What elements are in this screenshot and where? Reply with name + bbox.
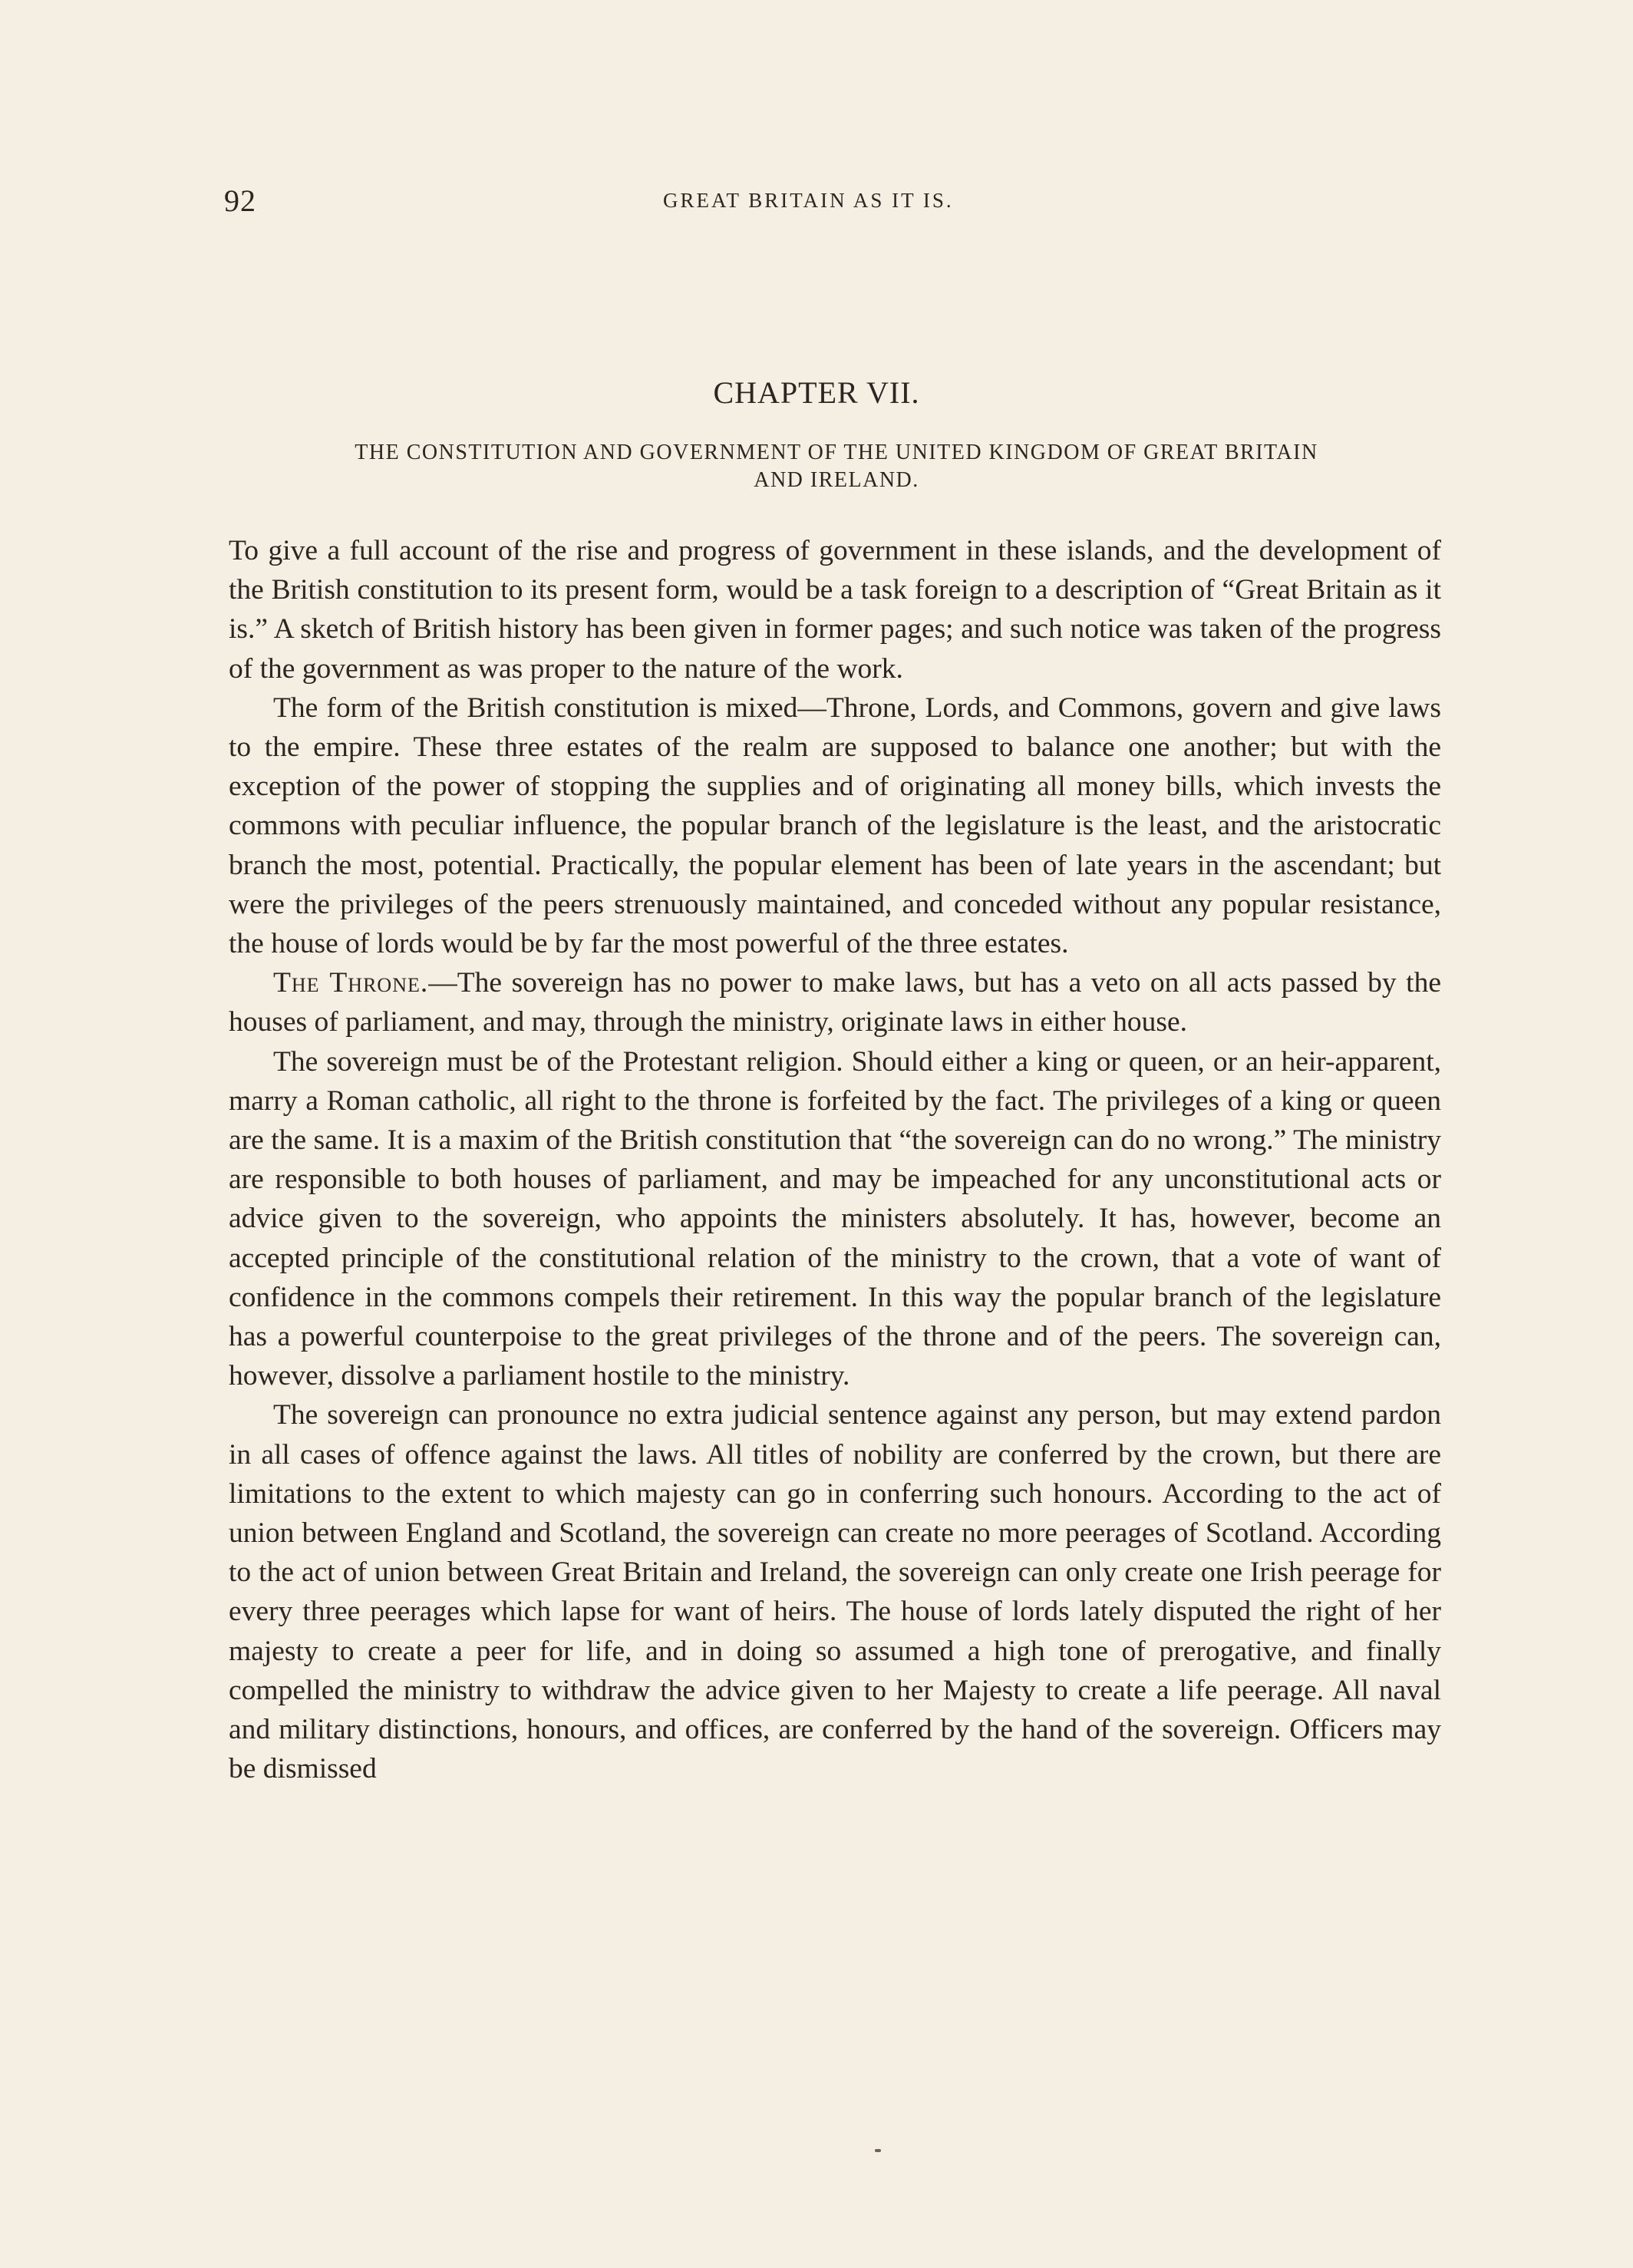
running-head	[224, 183, 1452, 221]
page-number: 92	[224, 183, 256, 218]
chapter-subtitle-line-1: THE CONSTITUTION AND GOVERNMENT OF THE UNITED KINGDOM OF GREAT BRITAIN	[355, 441, 1318, 464]
running-title: GREAT BRITAIN AS IT IS.	[663, 189, 954, 212]
printer-mark	[875, 2149, 881, 2152]
section-heading-the-throne: The Throne.	[273, 967, 429, 999]
paragraph-intro: To give a full account of the rise and progress of government in these islands, and the development of the British constitution to its present form, would be a task foreign to a description of “Great Britain as it is.” A sketch of British history has been given in former pages; and such notice was taken of the progress of the government as was proper to the nature of the work.	[229, 535, 1441, 685]
paragraph-the-throne	[229, 963, 1441, 1042]
paragraph-sovereign-powers: The sovereign can pronounce no extra judicial sentence against any person, but may extend pardon in all cases of offence against the laws. All titles of nobility are conferred by the crown, but there are limitations to the extent to which majesty can go in conferring such honours. According to the act of union between England and Scotland, the sovereign can create no more peerages of Scotland. According to the act of union between Great Britain and Ireland, the sovereign can only create one Irish peerage for every three peerages which lapse for want of heirs. The house of lords lately disputed the right of her majesty to create a peer for life, and in doing so assumed a high tone of prerogative, and finally compelled the ministry to withdraw the advice given to her Majesty to create a life peerage. All naval and military distinctions, honours, and offices, are conferred by the hand of the sovereign. Officers may be dismissed	[229, 1399, 1441, 1785]
body-text	[229, 531, 1441, 1789]
chapter-title: CHAPTER VII.	[713, 375, 920, 410]
chapter-subtitle-line-2: AND IRELAND.	[754, 468, 919, 492]
paragraph-sovereign-religion: The sovereign must be of the Protestant religion. Should either a king or queen, or an heir-apparent, marry a Roman catholic, all right to the throne is forfeited by the fact. The privileges of a king or queen are the same. It is a maxim of the British constitution that “the sovereign can do no wrong.” The ministry are responsible to both houses of parliament, and may be impeached for any unconstitutional acts or advice given to the sovereign, who appoints the ministers absolutely. It has, however, become an accepted principle of the constitutional relation of the ministry to the crown, that a vote of want of confidence in the commons compels their retirement. In this way the popular branch of the legislature has a powerful counterpoise to the great privileges of the throne and of the peers. The sovereign can, however, dissolve a parliament hostile to the ministry.	[229, 1045, 1441, 1392]
paragraph-constitution-form: The form of the British constitution is mixed—Throne, Lords, and Commons, govern and give laws to the empire. These three estates of the realm are supposed to balance one another; but with the exception of the power of stopping the supplies and of originating all money bills, which invests the commons with peculiar influence, the popular branch of the legislature is the least, and the aristocratic branch the most, potential. Practically, the popular element has been of late years in the ascendant; but were the privileges of the peers strenuously maintained, and conceded without any popular resistance, the house of lords would be by far the most powerful of the three estates.	[229, 692, 1441, 960]
paragraph-the-throne-text: —The sovereign has no power to make laws, but has a veto on all acts passed by the houses of parliament, and may, through the ministry, originate laws in either house.	[229, 967, 1441, 1038]
chapter-subtitle	[246, 439, 1427, 494]
